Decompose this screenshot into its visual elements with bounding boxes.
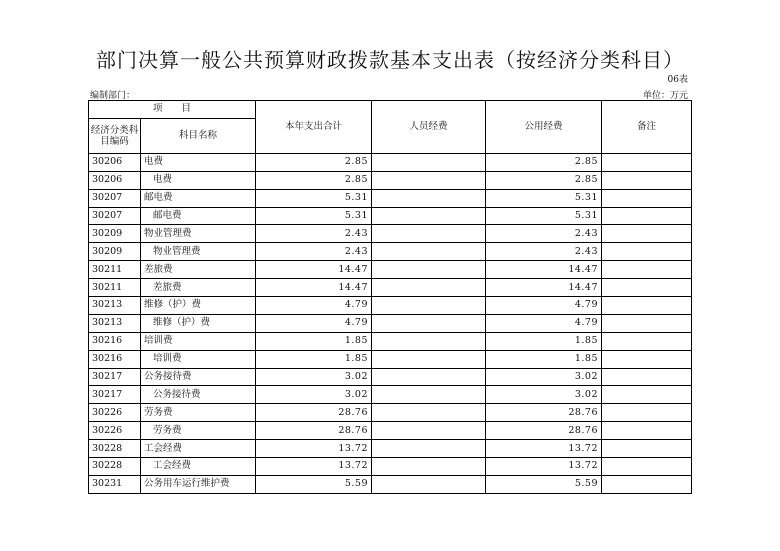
cell-remark [602, 189, 692, 207]
cell-personnel [372, 207, 486, 225]
cell-personnel [372, 261, 486, 279]
table-row [89, 153, 692, 171]
cell-name: 邮电费 [141, 189, 256, 207]
cell-total: 2.85 [256, 153, 372, 171]
cell-name: 培训费 [141, 350, 256, 368]
cell-public: 3.02 [486, 368, 602, 386]
cell-code: 30228 [89, 458, 141, 476]
form-number: 06表 [667, 75, 688, 85]
cell-remark [602, 422, 692, 440]
cell-public: 13.72 [486, 440, 602, 458]
cell-remark [602, 314, 692, 332]
cell-name: 公务接待费 [141, 368, 256, 386]
cell-public: 14.47 [486, 261, 602, 279]
cell-remark [602, 440, 692, 458]
table-row [89, 225, 692, 243]
cell-code: 30207 [89, 207, 141, 225]
cell-public: 14.47 [486, 279, 602, 297]
cell-name: 差旅费 [141, 279, 256, 297]
department-label: 编制部门： [90, 91, 136, 101]
table-row [89, 171, 692, 189]
cell-personnel [372, 171, 486, 189]
page-title: 部门决算一般公共预算财政拨款基本支出表（按经济分类科目） [96, 48, 684, 72]
cell-remark [602, 171, 692, 189]
cell-total: 1.85 [256, 332, 372, 350]
table-row [89, 279, 692, 297]
cell-remark [602, 261, 692, 279]
cell-name: 电费 [141, 171, 256, 189]
cell-name: 电费 [141, 153, 256, 171]
cell-name: 劳务费 [141, 422, 256, 440]
cell-total: 3.02 [256, 386, 372, 404]
cell-code: 30228 [89, 440, 141, 458]
table-row [89, 297, 692, 315]
cell-public: 5.31 [486, 189, 602, 207]
cell-total: 14.47 [256, 279, 372, 297]
cell-personnel [372, 297, 486, 315]
cell-code: 30206 [89, 171, 141, 189]
table-row [89, 422, 692, 440]
cell-personnel [372, 440, 486, 458]
cell-remark [602, 297, 692, 315]
cell-personnel [372, 332, 486, 350]
cell-personnel [372, 350, 486, 368]
cell-name: 维修（护）费 [141, 314, 256, 332]
cell-code: 30211 [89, 261, 141, 279]
cell-name: 公务接待费 [141, 386, 256, 404]
cell-personnel [372, 386, 486, 404]
cell-code: 30209 [89, 243, 141, 261]
cell-personnel [372, 314, 486, 332]
cell-name: 维修（护）费 [141, 297, 256, 315]
cell-personnel [372, 189, 486, 207]
cell-code: 30226 [89, 404, 141, 422]
cell-public: 5.31 [486, 207, 602, 225]
cell-personnel [372, 243, 486, 261]
cell-total: 14.47 [256, 261, 372, 279]
cell-public: 3.02 [486, 386, 602, 404]
cell-total: 3.02 [256, 368, 372, 386]
cell-public: 2.85 [486, 171, 602, 189]
expenditure-table [88, 100, 692, 494]
cell-code: 30213 [89, 297, 141, 315]
cell-total: 13.72 [256, 458, 372, 476]
table-row [89, 314, 692, 332]
cell-remark [602, 225, 692, 243]
cell-total: 2.43 [256, 243, 372, 261]
cell-total: 5.31 [256, 207, 372, 225]
header-total: 本年支出合计 [256, 101, 372, 154]
cell-name: 邮电费 [141, 207, 256, 225]
table-row [89, 386, 692, 404]
cell-total: 5.59 [256, 475, 372, 493]
table-row [89, 368, 692, 386]
cell-remark [602, 475, 692, 493]
cell-name: 公务用车运行维护费 [141, 475, 256, 493]
cell-code: 30213 [89, 314, 141, 332]
cell-public: 28.76 [486, 404, 602, 422]
cell-public: 28.76 [486, 422, 602, 440]
cell-personnel [372, 153, 486, 171]
cell-remark [602, 279, 692, 297]
table-row [89, 261, 692, 279]
cell-public: 1.85 [486, 350, 602, 368]
cell-name: 物业管理费 [141, 225, 256, 243]
cell-total: 13.72 [256, 440, 372, 458]
cell-remark [602, 153, 692, 171]
cell-personnel [372, 404, 486, 422]
cell-personnel [372, 458, 486, 476]
cell-name: 劳务费 [141, 404, 256, 422]
cell-name: 培训费 [141, 332, 256, 350]
table-row [89, 404, 692, 422]
cell-total: 4.79 [256, 314, 372, 332]
cell-code: 30216 [89, 332, 141, 350]
cell-total: 2.43 [256, 225, 372, 243]
table-row [89, 458, 692, 476]
cell-code: 30206 [89, 153, 141, 171]
cell-code: 30207 [89, 189, 141, 207]
cell-public: 2.43 [486, 243, 602, 261]
cell-remark [602, 243, 692, 261]
table-row [89, 207, 692, 225]
cell-code: 30217 [89, 368, 141, 386]
cell-public: 4.79 [486, 314, 602, 332]
cell-personnel [372, 422, 486, 440]
cell-public: 5.59 [486, 475, 602, 493]
header-item: 项 目 [89, 101, 256, 119]
cell-name: 差旅费 [141, 261, 256, 279]
cell-code: 30209 [89, 225, 141, 243]
header-public: 公用经费 [486, 101, 602, 154]
cell-code: 30211 [89, 279, 141, 297]
unit-label: 单位：万元 [642, 91, 688, 101]
cell-public: 2.85 [486, 153, 602, 171]
cell-public: 2.43 [486, 225, 602, 243]
cell-remark [602, 332, 692, 350]
cell-name: 物业管理费 [141, 243, 256, 261]
cell-code: 30217 [89, 386, 141, 404]
cell-personnel [372, 368, 486, 386]
cell-total: 5.31 [256, 189, 372, 207]
cell-code: 30216 [89, 350, 141, 368]
header-name: 科目名称 [141, 118, 256, 153]
cell-name: 工会经费 [141, 458, 256, 476]
table-row [89, 189, 692, 207]
cell-total: 28.76 [256, 422, 372, 440]
header-code: 经济分类科目编码 [89, 118, 141, 153]
cell-personnel [372, 279, 486, 297]
cell-personnel [372, 475, 486, 493]
cell-personnel [372, 225, 486, 243]
cell-code: 30226 [89, 422, 141, 440]
cell-remark [602, 458, 692, 476]
cell-remark [602, 350, 692, 368]
cell-remark [602, 404, 692, 422]
table-row [89, 440, 692, 458]
cell-total: 2.85 [256, 171, 372, 189]
cell-name: 工会经费 [141, 440, 256, 458]
table-row [89, 475, 692, 493]
header-remark: 备注 [602, 101, 692, 154]
table-row [89, 350, 692, 368]
cell-total: 4.79 [256, 297, 372, 315]
cell-remark [602, 368, 692, 386]
cell-total: 28.76 [256, 404, 372, 422]
cell-remark [602, 207, 692, 225]
header-personnel: 人员经费 [372, 101, 486, 154]
table-row [89, 332, 692, 350]
cell-code: 30231 [89, 475, 141, 493]
cell-public: 1.85 [486, 332, 602, 350]
table-body [89, 153, 692, 493]
cell-public: 4.79 [486, 297, 602, 315]
cell-total: 1.85 [256, 350, 372, 368]
cell-public: 13.72 [486, 458, 602, 476]
table-row [89, 243, 692, 261]
cell-remark [602, 386, 692, 404]
